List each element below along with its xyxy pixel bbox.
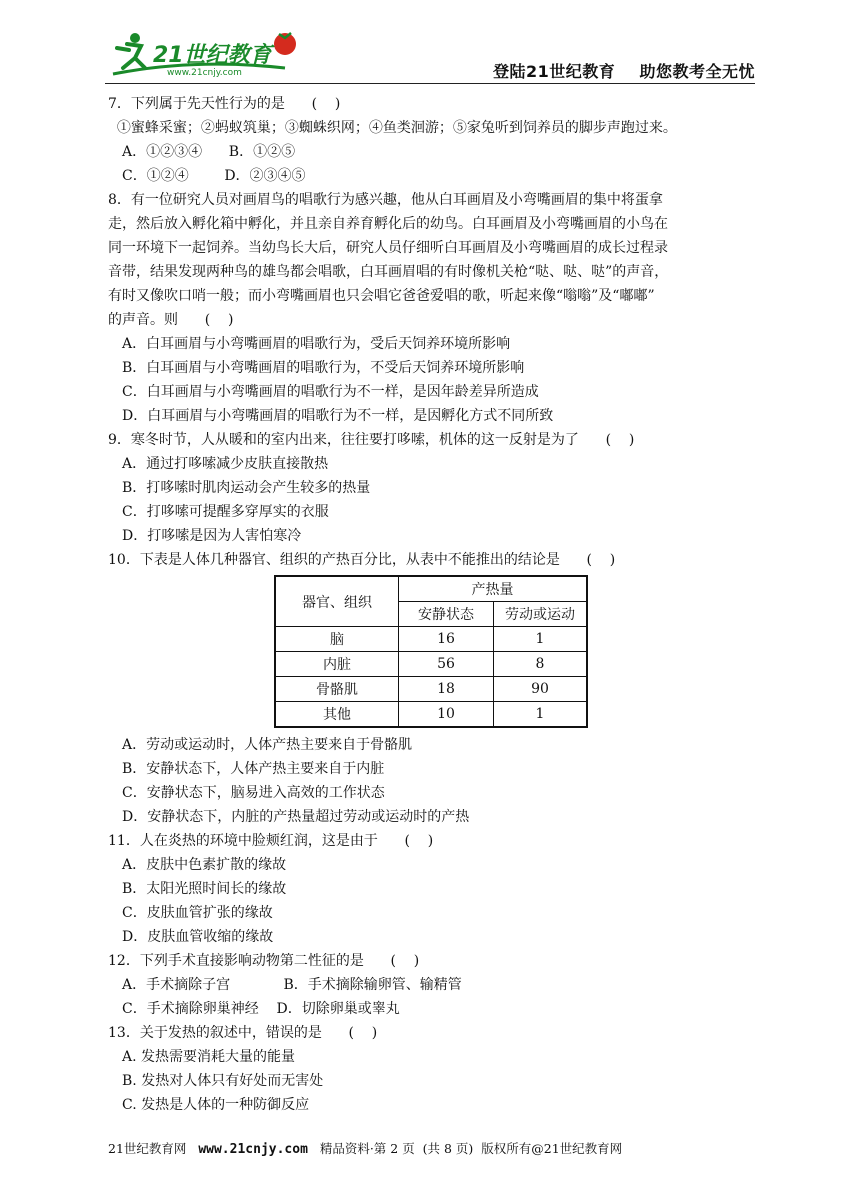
question-stem: 7．下列属于先天性行为的是 ( ) [108, 96, 341, 112]
table-header-work: 劳动或运动 [494, 602, 588, 627]
option-line: B．安静状态下，人体产热主要来自于内脏 [122, 761, 385, 777]
option-line: A．劳动或运动时，人体产热主要来自于骨骼肌 [122, 737, 413, 753]
question-stem: 有时又像吹口哨一般；而小弯嘴画眉也只会唱它爸爸爱唱的歌，听起来像“嗡嗡”及“嘟嘟” [108, 288, 655, 304]
question-stem: 10．下表是人体几种器官、组织的产热百分比，从表中不能推出的结论是 ( ) [108, 552, 616, 568]
footer-left: 21世纪教育网 [108, 1141, 199, 1156]
question-stem: 13．关于发热的叙述中，错误的是 ( ) [108, 1025, 378, 1041]
table-cell: 18 [399, 677, 494, 702]
21cnjy-logo [105, 28, 305, 80]
option-line: C．打哆嗦可提醒多穿厚实的衣服 [122, 504, 329, 520]
table-row [275, 627, 587, 652]
option-line: A．①②③④ B．①②⑤ [122, 144, 296, 160]
table-cell: 其他 [275, 702, 399, 728]
option-line: B. 发热对人体只有好处而无害处 [122, 1073, 324, 1089]
heat-production-table [274, 575, 588, 728]
table-cell: 90 [494, 677, 588, 702]
option-line: C．皮肤血管扩张的缘故 [122, 905, 273, 921]
option-line: C．安静状态下，脑易进入高效的工作状态 [122, 785, 385, 801]
table-cell: 8 [494, 652, 588, 677]
table-cell: 脑 [275, 627, 399, 652]
page-footer [108, 1139, 622, 1157]
option-line: C．白耳画眉与小弯嘴画眉的唱歌行为不一样，是因年龄差异所造成 [122, 384, 539, 400]
option-line: D．安静状态下，内脏的产热量超过劳动或运动时的产热 [122, 809, 470, 825]
option-line: C．手术摘除卵巢神经 D．切除卵巢或睾丸 [122, 1001, 400, 1017]
page-header [105, 28, 755, 84]
header-rule [105, 83, 755, 84]
footer-right: 精品资料·第 2 页 (共 8 页) 版权所有@21世纪教育网 [307, 1141, 623, 1156]
option-line: C. 发热是人体的一种防御反应 [122, 1097, 310, 1113]
table-row [275, 677, 587, 702]
option-line: D．皮肤血管收缩的缘故 [122, 929, 274, 945]
option-line: B．打哆嗦时肌肉运动会产生较多的热量 [122, 480, 371, 496]
option-line: A．皮肤中色素扩散的缘故 [122, 857, 287, 873]
question-stem: 11．人在炎热的环境中脸颊红润，这是由于 ( ) [108, 833, 434, 849]
table-cell: 56 [399, 652, 494, 677]
table-row [275, 702, 587, 728]
option-line: A．通过打哆嗦减少皮肤直接散热 [122, 456, 329, 472]
option-line: C．①②④ D．②③④⑤ [122, 168, 306, 184]
option-line: B．白耳画眉与小弯嘴画眉的唱歌行为，不受后天饲养环境所影响 [122, 360, 525, 376]
table-cell: 10 [399, 702, 494, 728]
option-line: A．手术摘除子宫 B．手术摘除输卵管、输精管 [122, 977, 462, 993]
header-slogan: 登陆21世纪教育 助您教考全无忧 [492, 62, 755, 81]
question-stem: 音带，结果发现两种鸟的雄鸟都会唱歌，白耳画眉唱的有时像机关枪“哒、哒、哒”的声音， [108, 264, 669, 280]
table-header-rest: 安静状态 [399, 602, 494, 627]
table-header-heat: 产热量 [399, 576, 588, 602]
logo-url: www.21cnjy.com [167, 68, 242, 78]
logo-text: 21世纪教育 [153, 43, 272, 68]
footer-site-link[interactable]: www.21cnjy.com [198, 1142, 308, 1157]
table-cell: 1 [494, 627, 588, 652]
question-stem: 的声音。则 ( ) [108, 312, 234, 328]
table-cell: 16 [399, 627, 494, 652]
option-line: A．白耳画眉与小弯嘴画眉的唱歌行为，受后天饲养环境所影响 [122, 336, 511, 352]
question-stem: 9．寒冬时节，人从暖和的室内出来，往往要打哆嗦，机体的这一反射是为了 ( ) [108, 432, 635, 448]
question-stem: 走，然后放入孵化箱中孵化，并且亲自养育孵化后的幼鸟。白耳画眉及小弯嘴画眉的小鸟在 [108, 216, 668, 232]
table-header-organ: 器官、组织 [275, 576, 399, 627]
question-stem: ①蜜蜂采蜜；②蚂蚁筑巢；③蜘蛛织网；④鱼类洄游；⑤家兔听到饲养员的脚步声跑过来。 [108, 120, 677, 136]
option-line: B．太阳光照时间长的缘故 [122, 881, 287, 897]
option-line: D．白耳画眉与小弯嘴画眉的唱歌行为不一样，是因孵化方式不同所致 [122, 408, 554, 424]
option-line: A. 发热需要消耗大量的能量 [122, 1049, 296, 1065]
question-stem: 12．下列手术直接影响动物第二性征的是 ( ) [108, 953, 420, 969]
option-line: D．打哆嗦是因为人害怕寒冷 [122, 528, 302, 544]
question-stem: 8．有一位研究人员对画眉鸟的唱歌行为感兴趣，他从白耳画眉及小弯嘴画眉的集中将蛋拿 [108, 192, 663, 208]
table-row [275, 652, 587, 677]
question-list [108, 92, 758, 1117]
table-cell: 1 [494, 702, 588, 728]
question-stem: 同一环境下一起饲养。当幼鸟长大后，研究人员仔细听白耳画眉及小弯嘴画眉的成长过程录 [108, 240, 668, 256]
table-cell: 骨骼肌 [275, 677, 399, 702]
table-cell: 内脏 [275, 652, 399, 677]
